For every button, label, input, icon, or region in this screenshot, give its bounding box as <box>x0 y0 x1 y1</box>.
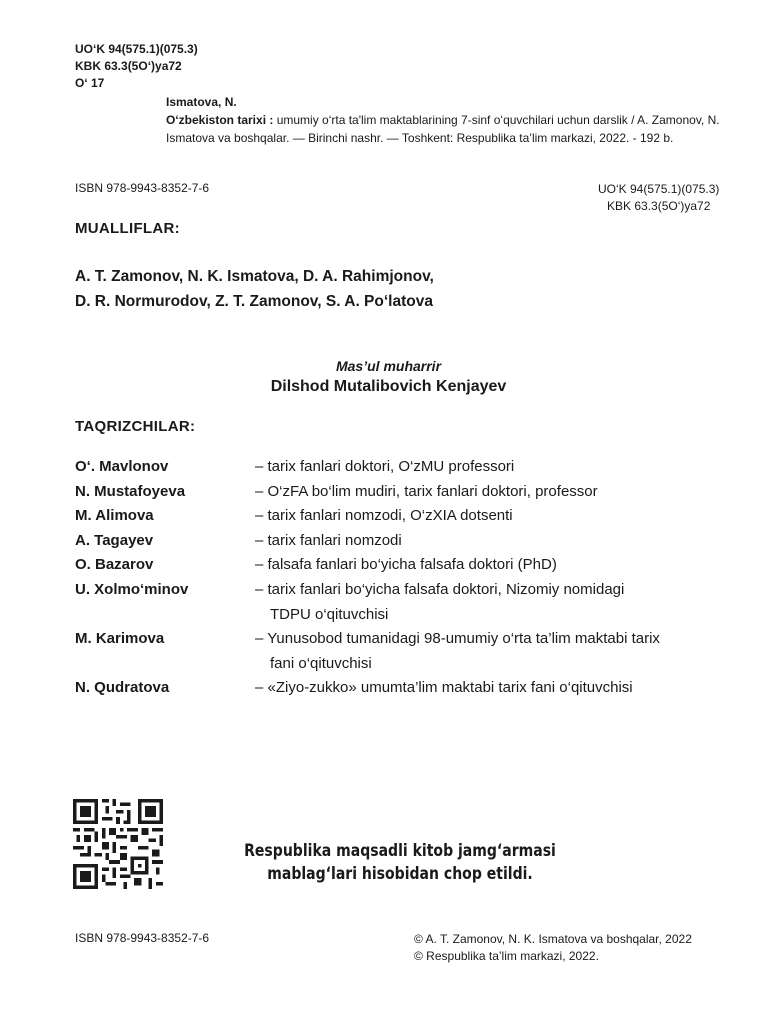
entry-author: Ismatova, N. <box>166 95 237 109</box>
copyright <box>414 931 692 965</box>
reviewer-desc: – tarix fanlari doktori, O‘zMU professori <box>255 458 515 475</box>
reviewer-name: U. Xolmo‘minov <box>75 580 189 598</box>
entry-text <box>166 111 726 147</box>
author-mark: O‘ 17 <box>75 76 105 90</box>
reviewer-row <box>75 504 755 529</box>
copyright-line-1: © A. T. Zamonov, N. K. Ismatova va boshqalar, 2022 <box>414 932 692 946</box>
reviewer-row <box>75 455 755 480</box>
bibliographic-entry <box>166 93 726 147</box>
udk-code: UO‘K 94(575.1)(075.3) <box>75 42 198 56</box>
reviewer-desc: – tarix fanlari bo‘yicha falsafa doktori, Nizomiy nomidagi <box>255 580 625 598</box>
kbk-code: KBK 63.3(5O‘)ya72 <box>75 59 182 73</box>
reviewer-desc-cont: TDPU o‘qituvchisi <box>270 605 389 623</box>
reviewer-desc: – tarix fanlari nomzodi, O‘zXIA dotsenti <box>255 507 513 525</box>
reviewer-name: A. Tagayev <box>75 531 154 549</box>
funding-line-2: mablag‘lari hisobidan chop etildi. <box>267 864 533 883</box>
funding-line-1: Respublika maqsadli kitob jamg‘armasi <box>244 841 556 860</box>
reviewer-row <box>75 480 755 505</box>
reviewer-name: O. Bazarov <box>75 556 154 574</box>
reviewer-name: M. Alimova <box>75 507 154 525</box>
reviewer-desc: – tarix fanlari nomzodi <box>255 531 402 549</box>
reviewers-heading: TAQRIZCHILAR: <box>75 418 196 435</box>
editor-role: Mas’ul muharrir <box>335 358 442 374</box>
reviewer-desc-cont: fani o‘qituvchisi <box>270 654 372 672</box>
reviewer-row <box>75 529 755 554</box>
authors-heading: MUALLIFLAR: <box>75 220 180 237</box>
authors-line-1: A. T. Zamonov, N. K. Ismatova, D. A. Rahimjonov, <box>75 268 434 285</box>
kbk-right-code: KBK 63.3(5O‘)ya72 <box>607 199 711 213</box>
entry-description: umumiy o‘rta ta'lim maktablarining 7-sinf o‘quvchilari uchun darslik / A. Zamonov, N. Ismatova va boshqalar. — Birinchi nashr. — Toshkent: Respublika ta’lim markazi, 2022. - 192 b. <box>166 113 720 145</box>
reviewer-name: N. Mustafoyeva <box>75 482 186 500</box>
editor-name: Dilshod Mutalibovich Kenjayev <box>270 378 507 395</box>
udk-right-code: UO‘K 94(575.1)(075.3) <box>598 182 720 196</box>
editor-block <box>0 356 777 398</box>
reviewer-row <box>75 676 755 701</box>
reviewer-desc: – «Ziyo-zukko» umumta’lim maktabi tarix fani o‘qituvchisi <box>255 679 633 697</box>
catalog-codes <box>75 41 198 92</box>
reviewer-name: O‘. Mavlonov <box>75 458 169 475</box>
authors-list <box>75 264 434 314</box>
udk-right <box>598 181 719 215</box>
funding-note <box>60 839 740 885</box>
authors-line-2: D. R. Normurodov, Z. T. Zamonov, S. A. Po‘latova <box>75 293 433 310</box>
reviewers-list <box>75 455 755 701</box>
reviewer-desc: – O‘zFA bo‘lim mudiri, tarix fanlari doktori, professor <box>255 482 598 500</box>
reviewer-desc: – falsafa fanlari bo‘yicha falsafa doktori (PhD) <box>255 556 557 574</box>
reviewer-name: M. Karimova <box>75 630 165 648</box>
reviewer-name: N. Qudratova <box>75 679 170 697</box>
copyright-line-2: © Respublika ta’lim markazi, 2022. <box>414 949 599 963</box>
entry-title: O‘zbekiston tarixi : <box>166 113 274 127</box>
reviewer-row <box>75 553 755 578</box>
isbn-bottom: ISBN 978-9943-8352-7-6 <box>75 931 210 945</box>
isbn-top: ISBN 978-9943-8352-7-6 <box>75 181 210 195</box>
reviewer-row <box>75 578 755 627</box>
reviewer-row <box>75 627 755 676</box>
reviewer-desc: – Yunusobod tumanidagi 98-umumiy o‘rta ta’lim maktabi tarix <box>255 630 660 648</box>
